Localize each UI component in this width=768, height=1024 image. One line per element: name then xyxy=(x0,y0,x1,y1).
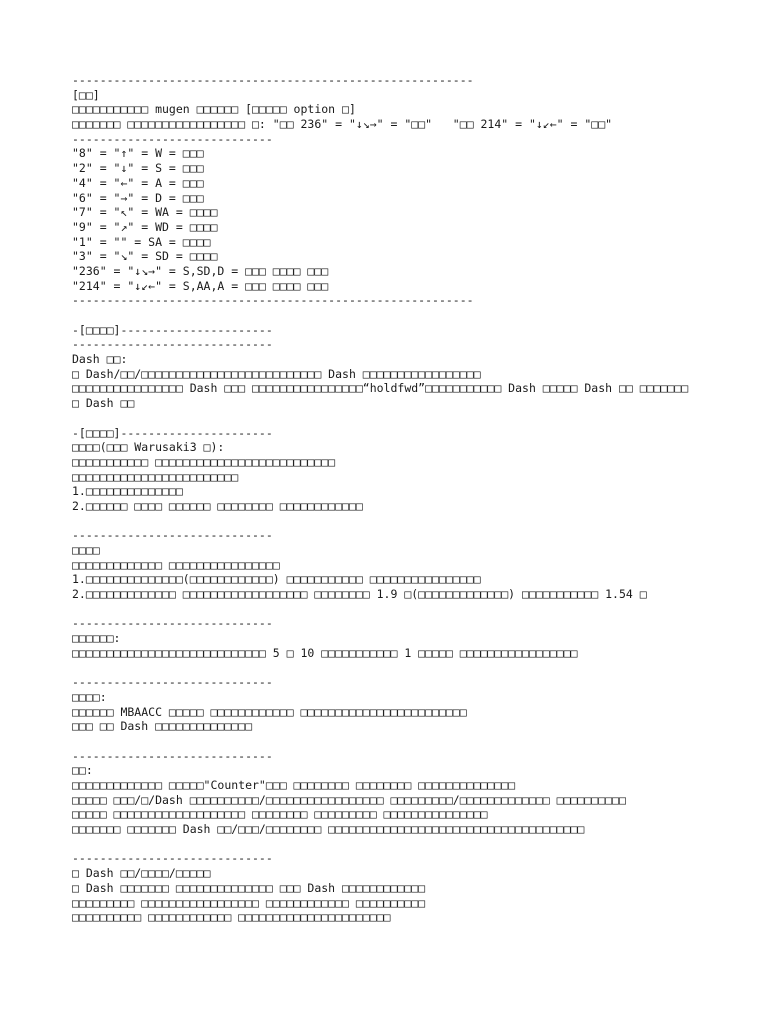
text-line: "3" = "↘" = SD = □□□□ xyxy=(72,249,218,264)
text-line: □ Dash/□□/□□□□□□□□□□□□□□□□□□□□□□□□□□ Dash □□□□□□□□□□□□□□□□□ xyxy=(72,366,481,381)
divider-line: ---------------------------------------------------------- xyxy=(72,73,474,87)
document-text xyxy=(72,73,732,925)
text-line: "214" = "↓↙←" = S,AA,A = □□□ □□□□ □□□ xyxy=(72,278,329,293)
text-line: □□□□□□□ □□□□□□□□□□□□□□□□□ □: "□□ 236" = "↓↘→" = "□□" "□□ 214" = "↓↙←" = "□□" xyxy=(72,117,613,132)
text-line: □ Dash □□/□□□□/□□□□□ xyxy=(72,866,211,881)
section-header: -[□□□□]---------------------- xyxy=(72,425,273,440)
blank-line xyxy=(72,602,732,617)
text-line: "1" = "" = SA = □□□□ xyxy=(72,234,211,249)
text-line: □□□□□ □□□/□/Dash □□□□□□□□□□/□□□□□□□□□□□□□□□□□ □□□□□□□□□/□□□□□□□□□□□□□ □□□□□□□□□□ xyxy=(72,792,626,807)
text-line: □□□□□□□□□□□□□□□□ Dash □□□ □□□□□□□□□□□□□□□□“holdfwd”□□□□□□□□□□□ Dash □□□□□ Dash □□ □□□□□□□ xyxy=(72,381,689,396)
text-line: Dash □□: xyxy=(72,352,128,367)
text-line: □□□□□□□□□□□□□ □□□□□□□□□□□□□□□□ xyxy=(72,557,280,572)
divider-line: ----------------------------- xyxy=(72,616,273,631)
text-line: □□□□□□□□□□□□□□□□□□□□□□□□□□□□ 5 □ 10 □□□□□□□□□□□ 1 □□□□□ □□□□□□□□□□□□□□□□□ xyxy=(72,645,578,660)
text-line: "9" = "↗" = WD = □□□□ xyxy=(72,219,218,234)
text-line: □□□□□□□□□□□□□ □□□□□"Counter"□□□ □□□□□□□□ □□□□□□□□ □□□□□□□□□□□□□□ xyxy=(72,778,516,792)
text-line: □□□□(□□□ Warusaki3 □): xyxy=(72,440,225,455)
text-line: □□□□□□□□□□ □□□□□□□□□□□□ □□□□□□□□□□□□□□□□□□□□□□ xyxy=(72,910,391,925)
text-line: □□□□□□□□□□□ □□□□□□□□□□□□□□□□□□□□□□□□□□ xyxy=(72,454,336,469)
text-line: 2.□□□□□□□□□□□□□ □□□□□□□□□□□□□□□□□□ □□□□□□□□ 1.9 □(□□□□□□□□□□□□□) □□□□□□□□□□□ 1.54 □ xyxy=(72,587,647,602)
text-line: □□: xyxy=(72,763,93,778)
text-line: "2" = "↓" = S = □□□ xyxy=(72,161,204,176)
text-line: □□□□□□□ □□□□□□□ Dash □□/□□□/□□□□□□□□ □□□□□□□□□□□□□□□□□□□□□□□□□□□□□□□□□□□□□ xyxy=(72,822,585,837)
text-line: "7" = "↖" = WA = □□□□ xyxy=(72,205,218,220)
text-line: □□□□□□ MBAACC □□□□□ □□□□□□□□□□□□ □□□□□□□□□□□□□□□□□□□□□□□□ xyxy=(72,704,467,719)
text-line: "236" = "↓↘→" = S,SD,D = □□□ □□□□ □□□ xyxy=(72,263,329,278)
divider-line: ----------------------------- xyxy=(72,131,273,146)
text-line: [□□] xyxy=(72,87,100,102)
blank-line xyxy=(72,308,732,323)
text-line: "4" = "←" = A = □□□ xyxy=(72,175,204,190)
divider-line: ----------------------------- xyxy=(72,675,273,690)
blank-line xyxy=(72,661,732,676)
section-header: -[□□□□]---------------------- xyxy=(72,322,273,337)
text-line: □□□□□□: xyxy=(72,631,121,646)
text-line: □□□□□□□□□□□□□□□□□□□□□□□□ xyxy=(72,469,239,484)
blank-line xyxy=(72,411,732,426)
text-line: "8" = "↑" = W = □□□ xyxy=(72,146,204,161)
blank-line xyxy=(72,514,732,529)
text-line: □ Dash □□□□□□□ □□□□□□□□□□□□□□ □□□ Dash □□□□□□□□□□□□ xyxy=(72,880,426,895)
text-line: □□□□□□□□□ □□□□□□□□□□□□□□□□□ □□□□□□□□□□□□ □□□□□□□□□□ xyxy=(72,895,426,910)
divider-line: ----------------------------- xyxy=(72,851,273,866)
text-line: □□□□□ □□□□□□□□□□□□□□□□□□□ □□□□□□□□ □□□□□□□□□ □□□□□□□□□□□□□□□ xyxy=(72,807,488,822)
text-line: 1.□□□□□□□□□□□□□□(□□□□□□□□□□□□) □□□□□□□□□□□ □□□□□□□□□□□□□□□□ xyxy=(72,572,481,587)
text-line: □ Dash □□ xyxy=(72,396,135,411)
divider-line: ---------------------------------------------------------- xyxy=(72,293,474,308)
text-line: 2.□□□□□□ □□□□ □□□□□□ □□□□□□□□ □□□□□□□□□□□□ xyxy=(72,498,363,513)
blank-line xyxy=(72,837,732,852)
text-line: □□□ □□ Dash □□□□□□□□□□□□□□ xyxy=(72,719,253,734)
text-line: 1.□□□□□□□□□□□□□□ xyxy=(72,484,183,499)
text-line: "6" = "→" = D = □□□ xyxy=(72,190,204,205)
text-line: □□□□: xyxy=(72,689,107,704)
text-line: □□□□ xyxy=(72,543,100,557)
blank-line xyxy=(72,734,732,749)
divider-line: ----------------------------- xyxy=(72,528,273,543)
divider-line: ----------------------------- xyxy=(72,337,273,352)
divider-line: ----------------------------- xyxy=(72,748,273,763)
text-line: □□□□□□□□□□□ mugen □□□□□□ [□□□□□ option □] xyxy=(72,102,356,117)
